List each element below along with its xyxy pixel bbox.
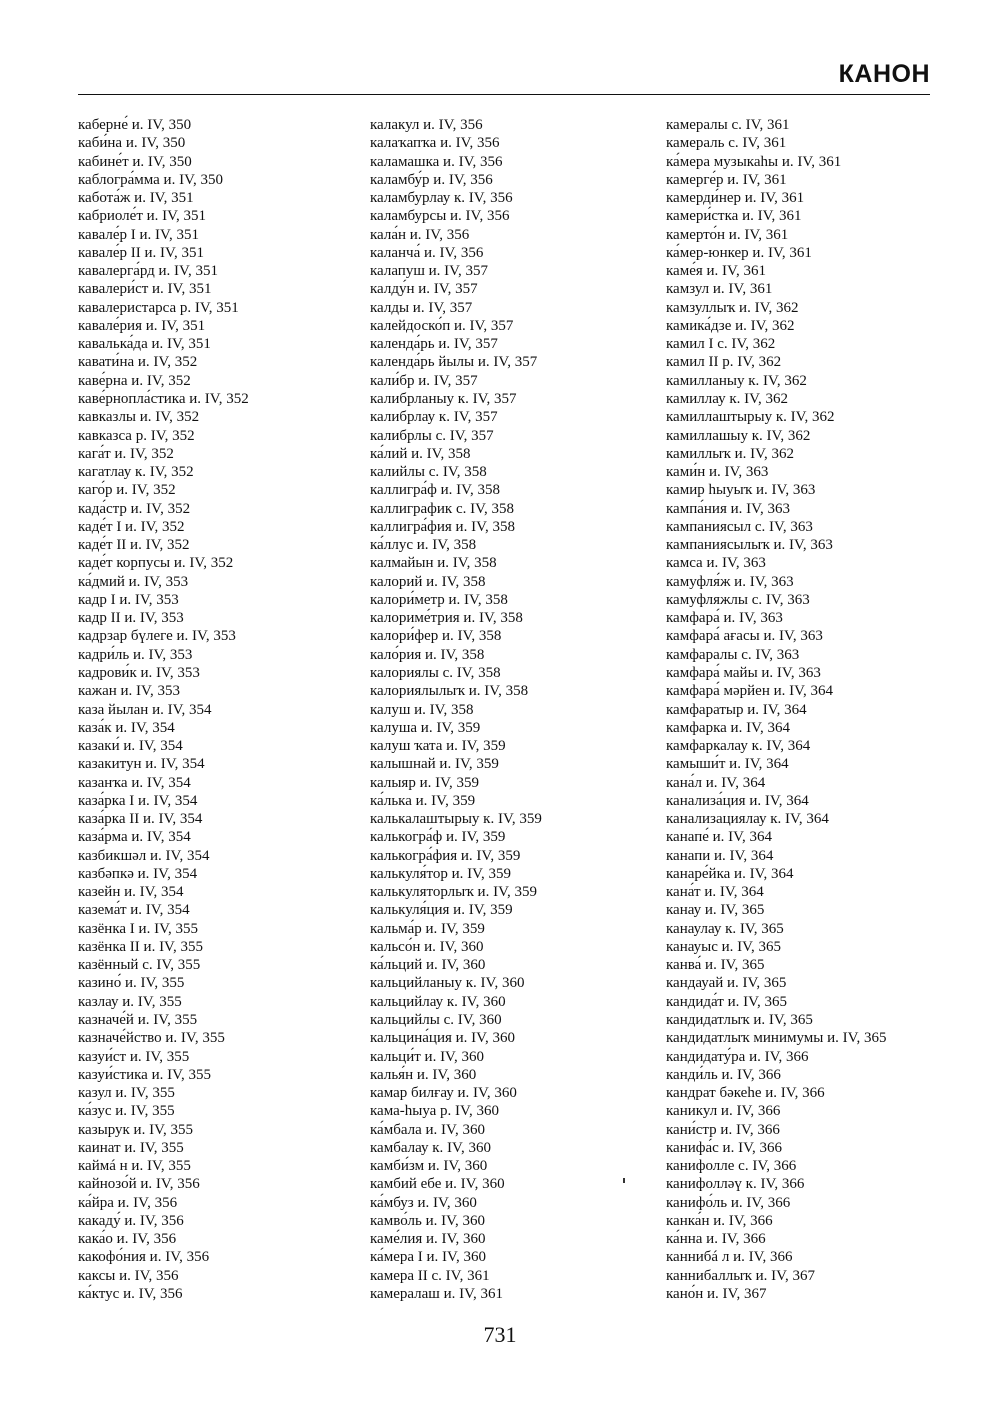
index-entry: кажан и. IV, 353: [78, 683, 180, 700]
index-entry: казначе́й и. IV, 355: [78, 1012, 198, 1029]
index-entry: календа́рь и. IV, 357: [370, 336, 498, 353]
index-entry: камир һыуыҡ и. IV, 363: [666, 482, 816, 499]
index-entry: камералы с. IV, 361: [666, 117, 790, 133]
index-entry: ка́йра и. IV, 356: [78, 1194, 178, 1211]
index-entry: кавале́р II и. IV, 351: [78, 244, 204, 261]
index-entry: кавалька́да и. IV, 351: [78, 336, 211, 353]
index-entry: камиллаштырыу к. IV, 362: [666, 409, 835, 426]
index-entry: каза́к и. IV, 354: [78, 719, 175, 736]
index-entry: кака́о и. IV, 356: [78, 1231, 177, 1248]
index-entry: калькалаштырыу к. IV, 359: [370, 811, 542, 828]
index-entry: ка́зус и. IV, 355: [78, 1103, 175, 1120]
index-entry: кальма́р и. IV, 359: [370, 920, 485, 937]
index-entry: калыяр и. IV, 359: [370, 774, 479, 791]
index-entry: калибрланыу к. IV, 357: [370, 390, 517, 407]
index-entry: каникул и. IV, 366: [666, 1103, 781, 1120]
index-entry: каламбурлау к. IV, 356: [370, 190, 513, 207]
index-entry: камиллыҡ и. IV, 362: [666, 445, 795, 462]
index-entry: казбәпкә и. IV, 354: [78, 865, 198, 882]
index-entry: калориялы с. IV, 358: [370, 664, 501, 681]
index-entry: калуша и. IV, 359: [370, 719, 481, 736]
index-entry: калмайын и. IV, 358: [370, 555, 497, 572]
index-entry: кандидатлыҡ и. IV, 365: [666, 1012, 813, 1029]
index-entry: кальцийлы с. IV, 360: [370, 1012, 502, 1029]
index-entry: канифа́с и. IV, 366: [666, 1139, 782, 1156]
index-entry: ка́лий и. IV, 358: [370, 445, 471, 462]
index-entry: кандидатлыҡ минимумы и. IV, 365: [666, 1030, 887, 1047]
index-entry: камералаш и. IV, 361: [370, 1286, 504, 1302]
index-entry: какаду́ и. IV, 356: [78, 1212, 184, 1229]
index-column-1: [78, 116, 348, 1303]
index-entry: ка́нна и. IV, 366: [666, 1231, 766, 1248]
index-entry: каламашка и. IV, 356: [370, 153, 503, 170]
index-entry: камса и. IV, 363: [666, 555, 766, 572]
index-entry: калориме́трия и. IV, 358: [370, 610, 523, 627]
index-entry: калибрлау к. IV, 357: [370, 409, 498, 426]
index-entry: кабине́т и. IV, 350: [78, 153, 192, 170]
index-entry: канапи и. IV, 364: [666, 847, 774, 864]
index-entry: кана́л и. IV, 364: [666, 774, 766, 791]
index-entry: калькогра́фия и. IV, 359: [370, 847, 521, 864]
index-entry: каза́рка I и. IV, 354: [78, 792, 198, 809]
index-entry: камфара́ и. IV, 363: [666, 610, 783, 627]
index-entry: камар билғау и. IV, 360: [370, 1085, 517, 1102]
index-column-3: [666, 116, 966, 1303]
index-entry: кавказлы и. IV, 352: [78, 409, 200, 426]
index-entry: кадрови́к и. IV, 353: [78, 664, 200, 681]
index-entry: канализациялау к. IV, 364: [666, 811, 829, 828]
index-entry: кавалери́ст и. IV, 351: [78, 281, 212, 298]
index-entry: кало́рия и. IV, 358: [370, 646, 485, 663]
index-entry: кавалерга́рд и. IV, 351: [78, 263, 218, 280]
index-entry: ка́мера I и. IV, 360: [370, 1249, 486, 1266]
index-entry: канифо́ль и. IV, 366: [666, 1194, 791, 1211]
index-entry: кадрзар бүлеге и. IV, 353: [78, 628, 236, 645]
index-entry: кайнозо́й и. IV, 356: [78, 1176, 200, 1193]
index-entry: кавале́р I и. IV, 351: [78, 226, 199, 243]
index-entry: канди́ль и. IV, 366: [666, 1066, 781, 1083]
index-entry: камуфля́ж и. IV, 363: [666, 573, 794, 590]
index-entry: кальцийлау к. IV, 360: [370, 993, 506, 1010]
page-header: [78, 60, 930, 95]
index-entry: казейн и. IV, 354: [78, 884, 184, 901]
index-entry: каве́рнопла́стика и. IV, 352: [78, 390, 249, 407]
index-entry: кампа́ния и. IV, 363: [666, 500, 791, 517]
index-entry: каде́т II и. IV, 352: [78, 537, 190, 554]
index-entry: камфаратыр и. IV, 364: [666, 701, 807, 718]
index-entry: калькуля́ция и. IV, 359: [370, 902, 513, 919]
index-entry: кандрат бәкеһе и. IV, 366: [666, 1085, 825, 1102]
index-entry: кавати́на и. IV, 352: [78, 354, 198, 371]
index-entry: кама-һыуа р. IV, 360: [370, 1103, 499, 1120]
index-entry: кампаниясылыҡ и. IV, 363: [666, 537, 833, 554]
index-entry: каймá н и. IV, 355: [78, 1158, 191, 1175]
index-entry: камфаркалау к. IV, 364: [666, 738, 811, 755]
index-entry: канва́ и. IV, 365: [666, 957, 765, 974]
index-entry: каламбу́р и. IV, 356: [370, 171, 493, 188]
running-head-title: КАНОН: [838, 60, 930, 88]
index-entry: кала́н и. IV, 356: [370, 226, 470, 243]
index-entry: казул и. IV, 355: [78, 1085, 175, 1102]
index-entry: ка́ллус и. IV, 358: [370, 537, 477, 554]
index-entry: калори́фер и. IV, 358: [370, 628, 502, 645]
index-entry: кальсо́н и. IV, 360: [370, 938, 484, 955]
index-entry: казёнка II и. IV, 355: [78, 938, 203, 955]
index-entry: калуш и. IV, 358: [370, 701, 474, 718]
index-entry: казема́т и. IV, 354: [78, 902, 190, 919]
index-entry: каза́рма и. IV, 354: [78, 829, 191, 846]
index-entry: казбикшәл и. IV, 354: [78, 847, 210, 864]
index-entry: канапе́ и. IV, 364: [666, 829, 773, 846]
index-entry: камфарка и. IV, 364: [666, 719, 790, 736]
index-entry: камиллау к. IV, 362: [666, 390, 789, 407]
index-entry: камил II р. IV, 362: [666, 354, 782, 371]
index-entry: кальцина́ция и. IV, 360: [370, 1030, 516, 1047]
index-entry: кабота́ж и. IV, 351: [78, 190, 194, 207]
index-entry: камилланыу к. IV, 362: [666, 372, 807, 389]
index-entry: камфаралы с. IV, 363: [666, 646, 800, 663]
index-entry: канка́н и. IV, 366: [666, 1212, 773, 1229]
index-entry: камерди́нер и. IV, 361: [666, 190, 805, 207]
index-entry: калькогра́ф и. IV, 359: [370, 829, 506, 846]
index-entry: калийлы с. IV, 358: [370, 464, 487, 481]
index-entry: кани́стр и. IV, 366: [666, 1121, 780, 1138]
index-entry: каберне́ и. IV, 350: [78, 117, 192, 133]
index-entry: кальцийланыу к. IV, 360: [370, 975, 525, 992]
index-entry: када́стр и. IV, 352: [78, 500, 191, 517]
index-entry: кадр I и. IV, 353: [78, 591, 179, 608]
index-entry: каза́рка II и. IV, 354: [78, 811, 203, 828]
index-entry: каламбурсы и. IV, 356: [370, 208, 510, 225]
index-entry: каннибаллыҡ и. IV, 367: [666, 1267, 816, 1284]
index-entry: камфара́ мәрйен и. IV, 364: [666, 683, 834, 700]
index-entry: камил I с. IV, 362: [666, 336, 776, 353]
index-entry: каза йылан и. IV, 354: [78, 701, 212, 718]
index-entry: калду́н и. IV, 357: [370, 281, 478, 298]
index-entry: казино́ и. IV, 355: [78, 975, 185, 992]
index-entry: каме́я и. IV, 361: [666, 263, 766, 280]
index-entry: камво́ль и. IV, 360: [370, 1212, 485, 1229]
index-entry: каннибá л и. IV, 366: [666, 1249, 793, 1266]
index-entry: казырук и. IV, 355: [78, 1121, 193, 1138]
index-entry: камера II с. IV, 361: [370, 1267, 490, 1284]
index-entry: калапуш и. IV, 357: [370, 263, 489, 280]
index-entry: ка́льций и. IV, 360: [370, 957, 486, 974]
index-entry: камбий ебе и. IV, 360: [370, 1176, 505, 1193]
index-entry: калькуля́тор и. IV, 359: [370, 865, 512, 882]
index-entry: калорий и. IV, 358: [370, 573, 486, 590]
index-entry: калаҡапҡа и. IV, 356: [370, 135, 500, 152]
index-entry: каллигра́ф и. IV, 358: [370, 482, 501, 499]
index-entry: канау и. IV, 365: [666, 902, 765, 919]
index-entry: кавалеристарса р. IV, 351: [78, 299, 239, 316]
index-entry: камераль с. IV, 361: [666, 135, 787, 152]
index-entry: кальци́т и. IV, 360: [370, 1048, 484, 1065]
index-entry: калуш ҡата и. IV, 359: [370, 738, 506, 755]
index-entry: казённый с. IV, 355: [78, 957, 201, 974]
index-entry: калышнай и. IV, 359: [370, 756, 499, 773]
index-entry: кавказса р. IV, 352: [78, 427, 195, 444]
index-entry: камиллашыу к. IV, 362: [666, 427, 811, 444]
index-entry: камзуллыҡ и. IV, 362: [666, 299, 799, 316]
index-entry: казуи́ст и. IV, 355: [78, 1048, 190, 1065]
index-entry: камыши́т и. IV, 364: [666, 756, 789, 773]
index-entry: канаулау к. IV, 365: [666, 920, 784, 937]
index-entry: кагатлау к. IV, 352: [78, 464, 194, 481]
index-entry: каллигра́фия и. IV, 358: [370, 518, 515, 535]
index-column-2: [370, 116, 640, 1303]
index-entry: канализа́ция и. IV, 364: [666, 792, 809, 809]
index-entry: кадри́ль и. IV, 353: [78, 646, 193, 663]
index-entry: кали́бр и. IV, 357: [370, 372, 478, 389]
index-entry: ка́ктус и. IV, 356: [78, 1286, 183, 1302]
page-number: 731: [483, 1322, 517, 1347]
index-entry: камби́зм и. IV, 360: [370, 1158, 488, 1175]
index-entry: калибрлы с. IV, 357: [370, 427, 494, 444]
index-entry: ка́дмий и. IV, 353: [78, 573, 189, 590]
index-entry: камери́стка и. IV, 361: [666, 208, 802, 225]
index-entry: канаре́йка и. IV, 364: [666, 865, 794, 882]
index-entry: каблогра́мма и. IV, 350: [78, 171, 223, 188]
index-entry: камбалау к. IV, 360: [370, 1139, 491, 1156]
index-entry: кандида́т и. IV, 365: [666, 993, 788, 1010]
index-entry: камуфляжлы с. IV, 363: [666, 591, 810, 608]
index-entry: калькуляторлыҡ и. IV, 359: [370, 884, 537, 901]
index-entry: какофо́ния и. IV, 356: [78, 1249, 210, 1266]
index-entry: калья́н и. IV, 360: [370, 1066, 477, 1083]
index-entry: казначе́йство и. IV, 355: [78, 1030, 225, 1047]
index-entry: кадр II и. IV, 353: [78, 610, 184, 627]
index-entry: кавале́рия и. IV, 351: [78, 317, 206, 334]
index-entry: казлау и. IV, 355: [78, 993, 182, 1010]
index-entry: камика́дзе и. IV, 362: [666, 317, 795, 334]
index-entry: каби́на и. IV, 350: [78, 135, 186, 152]
index-entry: камзул и. IV, 361: [666, 281, 773, 298]
index-entry: кандидату́ра и. IV, 366: [666, 1048, 809, 1065]
index-entry: ка́мер-юнкер и. IV, 361: [666, 244, 812, 261]
index-entry: каме́лия и. IV, 360: [370, 1231, 486, 1248]
index-entry: казанҡа и. IV, 354: [78, 774, 191, 791]
index-entry: ка́мбала и. IV, 360: [370, 1121, 485, 1138]
index-entry: кано́н и. IV, 367: [666, 1286, 767, 1302]
index-entry: ка́мбуз и. IV, 360: [370, 1194, 477, 1211]
index-entry: кана́т и. IV, 364: [666, 884, 764, 901]
index-entry: казакитун и. IV, 354: [78, 756, 205, 773]
index-entry: канифолле с. IV, 366: [666, 1158, 797, 1175]
index-entry: камфара́ майы и. IV, 363: [666, 664, 821, 681]
index-entry: калакул и. IV, 356: [370, 117, 483, 133]
index-entry: камерто́н и. IV, 361: [666, 226, 789, 243]
index-entry: каде́т корпусы и. IV, 352: [78, 555, 234, 572]
index-entry: ка́лька и. IV, 359: [370, 792, 476, 809]
index-entry: камфара́ ағасы и. IV, 363: [666, 628, 823, 645]
index-entry: казуи́стика и. IV, 355: [78, 1066, 211, 1083]
index-entry: каллиграфик с. IV, 358: [370, 500, 514, 517]
index-entry: каве́рна и. IV, 352: [78, 372, 191, 389]
print-speck: [623, 1178, 625, 1183]
index-entry: календа́рь йылы и. IV, 357: [370, 354, 538, 371]
index-entry: казёнка I и. IV, 355: [78, 920, 198, 937]
index-entry: кага́т и. IV, 352: [78, 445, 174, 462]
index-entry: каде́т I и. IV, 352: [78, 518, 185, 535]
index-entry: калори́метр и. IV, 358: [370, 591, 508, 608]
index-entry: калейдоско́п и. IV, 357: [370, 317, 514, 334]
index-entry: канифолләү к. IV, 366: [666, 1176, 805, 1193]
index-entry: казаки́ и. IV, 354: [78, 738, 183, 755]
index-entry: каго́р и. IV, 352: [78, 482, 176, 499]
index-entry: калориялылыҡ и. IV, 358: [370, 683, 529, 700]
index-entry: кампаниясыл с. IV, 363: [666, 518, 813, 535]
index-entry: ками́н и. IV, 363: [666, 464, 769, 481]
index-entry: кабриоле́т и. IV, 351: [78, 208, 207, 225]
index-entry: каланча́ и. IV, 356: [370, 244, 484, 261]
index-entry: каксы и. IV, 356: [78, 1267, 179, 1284]
index-entry: камерге́р и. IV, 361: [666, 171, 787, 188]
index-entry: каинат и. IV, 355: [78, 1139, 184, 1156]
index-entry: ка́мера музыкаһы и. IV, 361: [666, 153, 842, 170]
index-entry: канауыс и. IV, 365: [666, 938, 782, 955]
index-entry: кандауай и. IV, 365: [666, 975, 787, 992]
index-entry: калды и. IV, 357: [370, 299, 473, 316]
